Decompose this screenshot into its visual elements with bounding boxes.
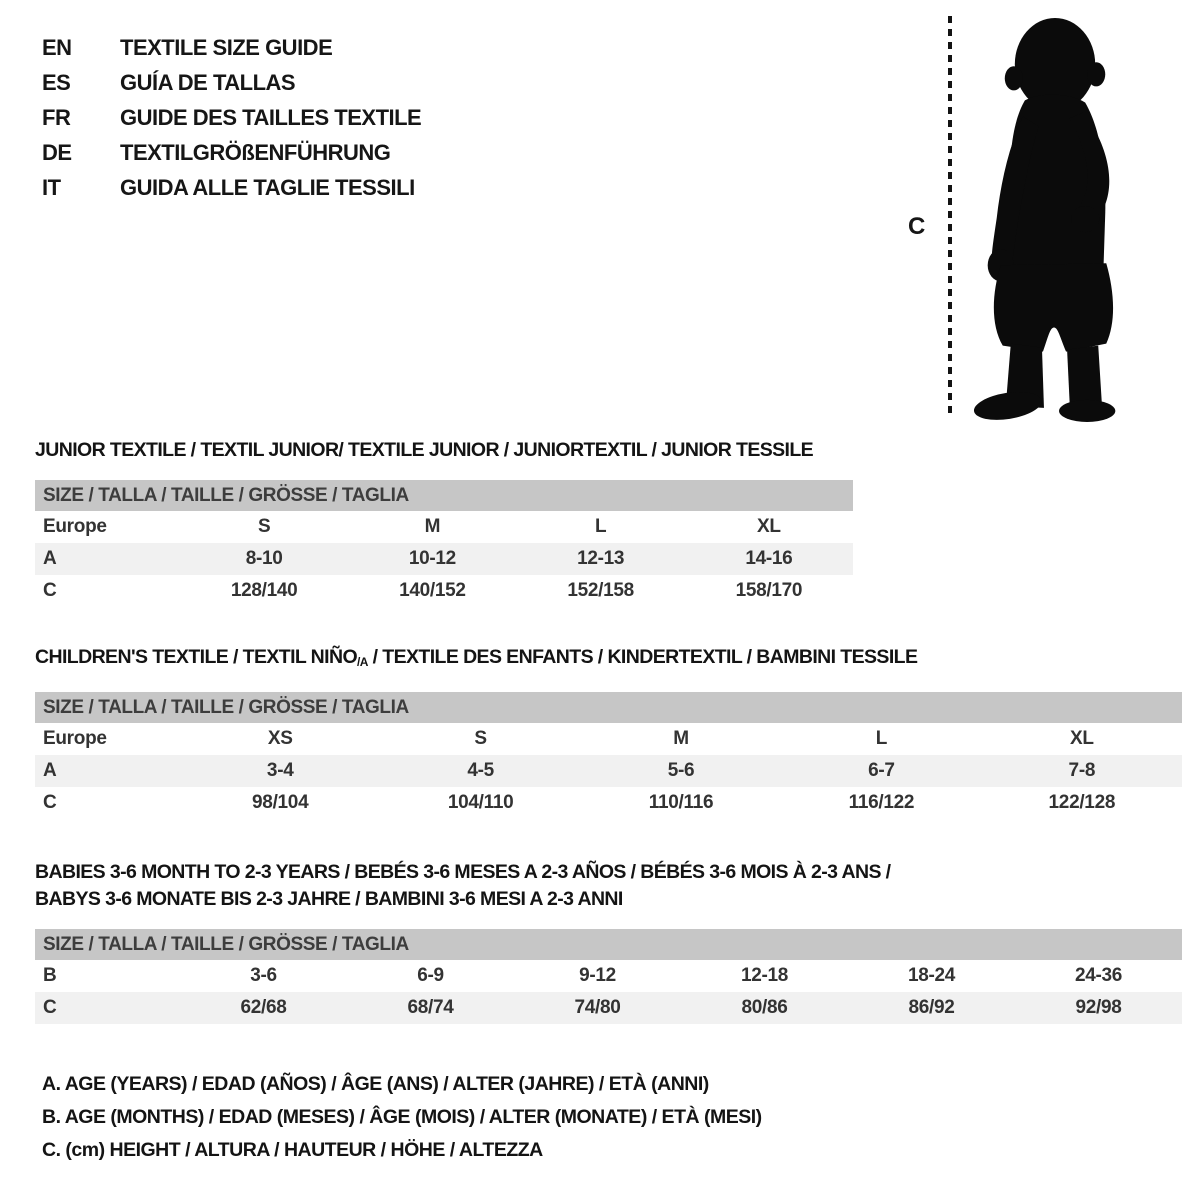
size-cell: M <box>673 728 689 749</box>
list-item <box>42 170 421 205</box>
language-title-list <box>42 30 421 205</box>
height-cell: 152/158 <box>567 580 634 601</box>
age-cell: 3-6 <box>250 965 277 986</box>
row-label: Europe <box>43 728 107 749</box>
toddler-silhouette-icon <box>962 12 1142 422</box>
language-code: IT <box>42 175 61 200</box>
age-cell: 12-18 <box>740 965 789 986</box>
size-cell: S <box>474 728 487 749</box>
guide-title: GUIDE DES TAILLES TEXTILE <box>120 105 422 130</box>
height-cell: 116/122 <box>848 792 915 813</box>
legend-age-months: B. AGE (MONTHS) / EDAD (MESES) / ÂGE (MOIS) / ALTER (MONATE) / ETÀ (MESI) <box>42 1106 762 1128</box>
size-tables <box>35 437 1182 1024</box>
size-cell: XS <box>267 728 293 749</box>
age-cell: 6-9 <box>417 965 444 986</box>
list-item <box>42 30 421 65</box>
height-cell: 104/110 <box>447 792 514 813</box>
size-cell: L <box>594 516 607 537</box>
height-cell: 140/152 <box>399 580 466 601</box>
age-cell: 12-13 <box>577 548 625 569</box>
age-cell: 9-12 <box>579 965 616 986</box>
children-section-title <box>35 644 1182 676</box>
language-code: FR <box>42 105 71 130</box>
title-text: CHILDREN'S TEXTILE / TEXTIL NIÑO <box>35 646 358 668</box>
row-label: Europe <box>43 516 107 537</box>
height-cell: 68/74 <box>407 997 454 1018</box>
list-item <box>42 65 421 100</box>
guide-title: TEXTILE SIZE GUIDE <box>120 35 333 60</box>
size-header-bar: SIZE / TALLA / TAILLE / GRÖSSE / TAGLIA <box>35 929 1182 960</box>
guide-title: GUIDA ALLE TAGLIE TESSILI <box>120 175 415 200</box>
title-text: / TEXTILE DES ENFANTS / KINDERTEXTIL / BAMBINI TESSILE <box>367 646 918 668</box>
language-code: EN <box>42 35 72 60</box>
size-cell: XL <box>1069 728 1094 749</box>
junior-section-title: JUNIOR TEXTILE / TEXTIL JUNIOR/ TEXTILE JUNIOR / JUNIORTEXTIL / JUNIOR TESSILE <box>35 439 814 461</box>
table-row <box>35 575 853 607</box>
size-cell: M <box>424 516 441 537</box>
list-item <box>42 100 421 135</box>
row-label: C <box>43 792 57 813</box>
height-cell: 110/116 <box>648 792 714 813</box>
row-label: A <box>43 548 57 569</box>
age-cell: 10-12 <box>408 548 456 569</box>
height-cell: 98/104 <box>252 792 309 813</box>
age-cell: 8-10 <box>245 548 283 569</box>
table-row <box>35 755 1182 787</box>
babies-size-table <box>35 929 1182 1024</box>
guide-title: GUÍA DE TALLAS <box>120 70 296 95</box>
size-cell: S <box>257 516 271 537</box>
table-row <box>35 511 853 543</box>
age-cell: 18-24 <box>907 965 956 986</box>
language-code: ES <box>42 70 71 95</box>
age-cell: 7-8 <box>1068 760 1096 781</box>
table-row <box>35 960 1182 992</box>
height-measure-label: C <box>908 213 926 240</box>
language-code: DE <box>42 140 72 165</box>
table-row <box>35 723 1182 755</box>
size-cell: XL <box>757 516 781 537</box>
table-row <box>35 992 1182 1024</box>
age-cell: 24-36 <box>1074 965 1123 986</box>
legend-age-years: A. AGE (YEARS) / EDAD (AÑOS) / ÂGE (ANS) / ALTER (JAHRE) / ETÀ (ANNI) <box>42 1073 709 1095</box>
measurement-legend <box>42 1068 762 1167</box>
height-cell: 74/80 <box>574 997 621 1018</box>
title-subscript: /A <box>357 655 368 669</box>
age-cell: 3-4 <box>266 760 294 781</box>
row-label: C <box>43 997 57 1018</box>
guide-title: TEXTILGRÖßENFÜHRUNG <box>120 140 391 165</box>
height-cell: 158/170 <box>735 580 803 601</box>
babies-section-title-line1: BABIES 3-6 MONTH TO 2-3 YEARS / BEBÉS 3-6 MESES A 2-3 AÑOS / BÉBÉS 3-6 MOIS À 2-3 ANS / <box>35 861 891 883</box>
age-cell: 5-6 <box>667 760 695 781</box>
size-cell: L <box>875 728 888 749</box>
height-cell: 62/68 <box>240 997 287 1018</box>
height-cell: 86/92 <box>908 997 955 1018</box>
table-row <box>35 787 1182 819</box>
age-cell: 14-16 <box>745 548 793 569</box>
age-cell: 6-7 <box>868 760 895 781</box>
babies-section-title-line2: BABYS 3-6 MONATE BIS 2-3 JAHRE / BAMBINI 3-6 MESI A 2-3 ANNI <box>35 888 623 910</box>
size-header-bar: SIZE / TALLA / TAILLE / GRÖSSE / TAGLIA <box>35 480 853 511</box>
size-header-bar: SIZE / TALLA / TAILLE / GRÖSSE / TAGLIA <box>35 692 1182 723</box>
row-label: C <box>43 580 57 601</box>
row-label: B <box>43 965 57 986</box>
legend-height-cm: C. (cm) HEIGHT / ALTURA / HAUTEUR / HÖHE / ALTEZZA <box>42 1139 543 1161</box>
table-row <box>35 543 853 575</box>
height-cell: 128/140 <box>230 580 298 601</box>
height-measure-dashed-line <box>948 16 952 416</box>
row-label: A <box>43 760 57 781</box>
height-cell: 80/86 <box>741 997 788 1018</box>
list-item <box>42 135 421 170</box>
junior-size-table <box>35 480 853 607</box>
children-size-table <box>35 692 1182 819</box>
height-cell: 122/128 <box>1048 792 1116 813</box>
height-cell: 92/98 <box>1075 997 1122 1018</box>
age-cell: 4-5 <box>467 760 494 781</box>
